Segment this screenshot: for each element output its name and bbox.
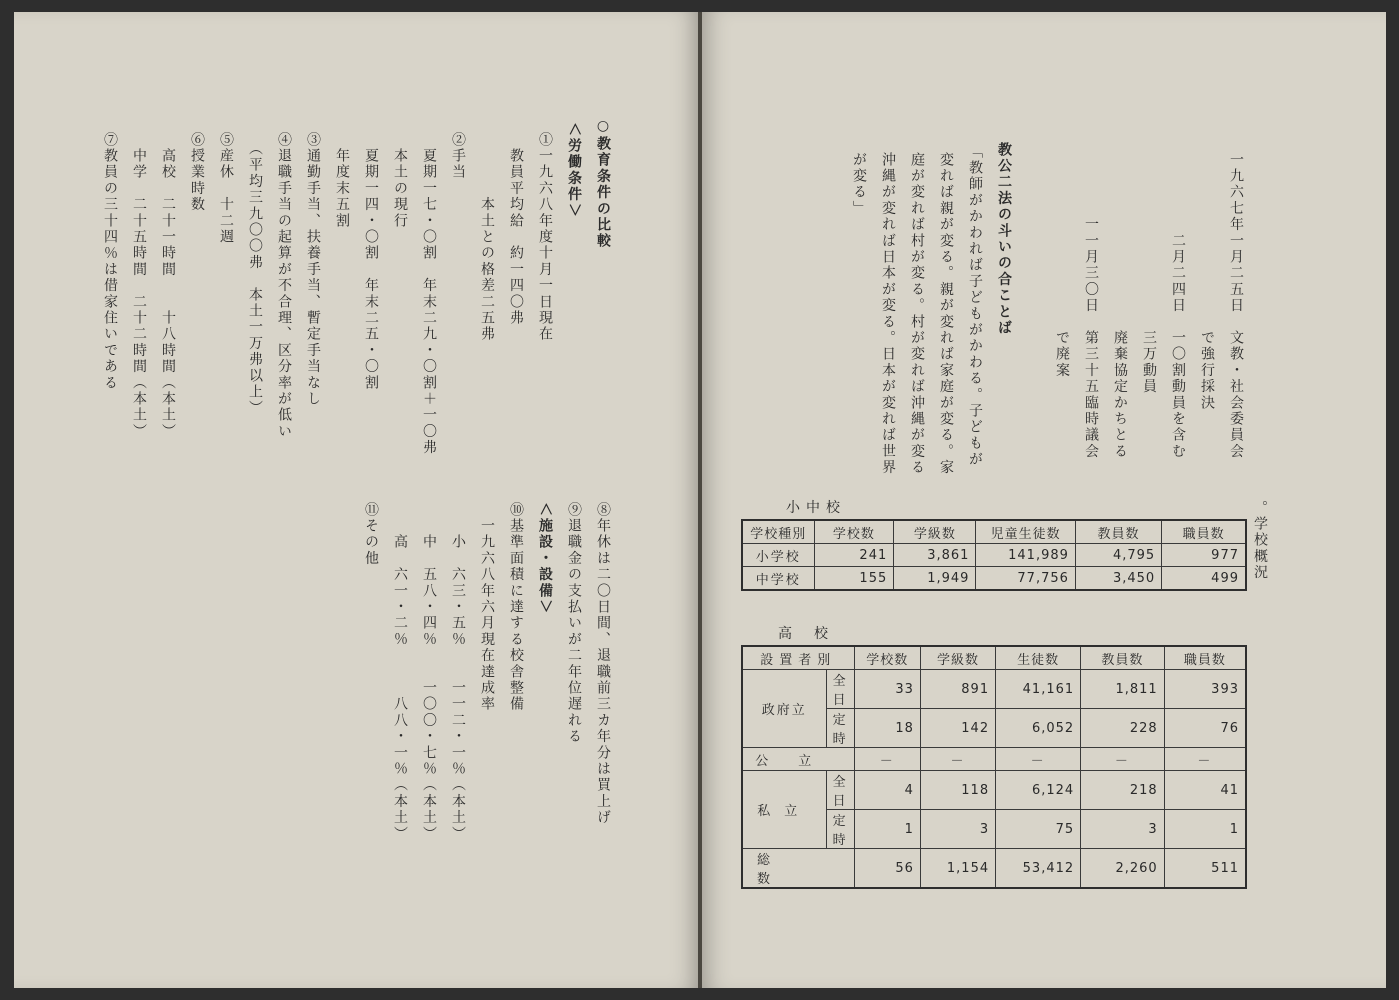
cell: 4 xyxy=(854,771,920,810)
cell: 1,811 xyxy=(1081,670,1165,709)
text-column: 小 六三・五％ 一一二・一％（本土） xyxy=(450,502,466,843)
cell: 155 xyxy=(814,567,894,591)
slogan-line-4: 沖縄が変れば日本が変る。日本が変れば世界 xyxy=(880,152,896,476)
cell: 3 xyxy=(1081,810,1165,849)
table-header-row xyxy=(742,646,1246,670)
cell: － xyxy=(1081,748,1165,771)
text-column: 高校 二十一時間 十八時間（本土） xyxy=(160,132,176,440)
cell: 53,412 xyxy=(996,849,1081,889)
cell: 891 xyxy=(920,670,995,709)
header-teacher-count: 教員数 xyxy=(1081,646,1165,670)
text-column: 教員平均給 約一四〇弗 xyxy=(508,132,524,327)
cell: 218 xyxy=(1081,771,1165,810)
cell: 1,154 xyxy=(920,849,995,889)
row-label-total: 総数 xyxy=(742,849,854,889)
header-school-type: 学校種別 xyxy=(742,520,814,544)
text-column: ⑧年休は二〇日間、退職前三カ年分は買上げ xyxy=(595,502,611,826)
cell: 18 xyxy=(854,709,920,748)
section-title: ○教育条件の比較 xyxy=(595,118,611,250)
header-school-count: 学校数 xyxy=(814,520,894,544)
cell: 75 xyxy=(996,810,1081,849)
slogan-line-2: 変れば親が変る。親が変れば家庭が変る。家 xyxy=(938,152,954,476)
header-student-count: 児童生徒数 xyxy=(976,520,1075,544)
history-line-2: で強行採決 xyxy=(1199,152,1215,412)
cell: 977 xyxy=(1162,544,1246,567)
slogan-line-1: 「教師がかわれば子どもがかわる。子どもが xyxy=(967,144,983,468)
text-column: ④退職手当の起算が不合理、区分率が低い xyxy=(276,132,292,440)
text-column: 本土との格差二五弗 xyxy=(479,132,495,343)
text-column: 夏期一七・〇割 年末二九・〇割＋一〇弗 xyxy=(421,132,437,456)
header-staff-count: 職員数 xyxy=(1164,646,1246,670)
cell: 33 xyxy=(854,670,920,709)
sub-label: 全日 xyxy=(826,670,854,709)
cell: 41,161 xyxy=(996,670,1081,709)
row-label-private: 私立 xyxy=(742,771,826,849)
high-school-table xyxy=(741,645,1247,889)
text-column: 高 六一・二％ 八八・一％（本土） xyxy=(392,502,408,843)
cell: 56 xyxy=(854,849,920,889)
high-school-caption: 高校 xyxy=(778,626,850,642)
cell: 6,052 xyxy=(996,709,1081,748)
text-column: 一九六八年六月現在達成率 xyxy=(479,502,495,713)
cell: 393 xyxy=(1164,670,1246,709)
cell: － xyxy=(996,748,1081,771)
text-column: ⑦教員の三十四％は借家住いである xyxy=(102,132,118,392)
text-column: 夏期一四・〇割 年末二五・〇割 xyxy=(363,132,379,392)
table-row xyxy=(742,567,1246,591)
cell: 1,949 xyxy=(894,567,976,591)
table-row xyxy=(742,771,1246,810)
header-school-count: 学校数 xyxy=(854,646,920,670)
row-label-government: 政府立 xyxy=(742,670,826,748)
header-staff-count: 職員数 xyxy=(1162,520,1246,544)
cell: 142 xyxy=(920,709,995,748)
elem-mid-table xyxy=(741,519,1247,591)
text-column: （平均三九〇〇弗 本土一万弗以上） xyxy=(247,132,263,417)
slogan-heading: 教公二法の斗いの合ことば xyxy=(996,142,1012,337)
cell: 3,450 xyxy=(1075,567,1161,591)
table-row xyxy=(742,849,1246,889)
cell: － xyxy=(1164,748,1246,771)
history-line-5: 廃棄協定かちとる xyxy=(1112,152,1128,460)
table-row xyxy=(742,748,1246,771)
slogan-line-5: が変る」 xyxy=(851,152,867,217)
header-student-count: 生徒数 xyxy=(996,646,1081,670)
history-line-6: 一一月三〇日 第三十五臨時議会 xyxy=(1083,152,1099,460)
history-line-1: 一九六七年一月二五日 文教・社会委員会 xyxy=(1228,152,1244,460)
table-row xyxy=(742,670,1246,709)
elem-mid-caption: 小中校 xyxy=(786,500,846,516)
text-column: ⑤産休 十二週 xyxy=(218,132,234,246)
cell: 118 xyxy=(920,771,995,810)
text-column: ⑪その他 xyxy=(363,502,379,567)
text-column: 中 五八・四％ 一〇〇・七％（本土） xyxy=(421,502,437,843)
cell: 3,861 xyxy=(894,544,976,567)
text-column: ③通勤手当、扶養手当、暫定手当なし xyxy=(305,132,321,408)
cell: － xyxy=(854,748,920,771)
header-class-count: 学級数 xyxy=(894,520,976,544)
sub-label: 定時 xyxy=(826,709,854,748)
cell: 1 xyxy=(854,810,920,849)
table-row xyxy=(742,544,1246,567)
school-overview-label: 。学校概況 xyxy=(1252,500,1268,581)
history-line-7: で廃案 xyxy=(1054,152,1070,379)
cell: 141,989 xyxy=(976,544,1075,567)
text-column: 年度末五割 xyxy=(334,132,350,230)
cell: 77,756 xyxy=(976,567,1075,591)
sub-label: 全日 xyxy=(826,771,854,810)
slogan-line-3: 庭が変れば村が変る。村が変れば沖縄が変る xyxy=(909,152,925,476)
cell: 3 xyxy=(920,810,995,849)
header-founder: 設置者別 xyxy=(742,646,854,670)
row-label-public: 公立 xyxy=(742,748,854,771)
cell: 1 xyxy=(1164,810,1246,849)
text-column: 中学 二十五時間 二十二時間（本土） xyxy=(131,132,147,440)
cell: 6,124 xyxy=(996,771,1081,810)
text-column: 本土の現行 xyxy=(392,132,408,230)
cell: 241 xyxy=(814,544,894,567)
header-class-count: 学級数 xyxy=(920,646,995,670)
subsection-labor: ＜労働条件＞ xyxy=(566,122,582,220)
cell: 499 xyxy=(1162,567,1246,591)
text-column: ⑨退職金の支払いが二年位遅れる xyxy=(566,502,582,745)
text-column: ②手当 xyxy=(450,132,466,181)
header-teacher-count: 教員数 xyxy=(1075,520,1161,544)
text-column: ⑥授業時数 xyxy=(189,132,205,213)
cell: 228 xyxy=(1081,709,1165,748)
text-column: ⑩基準面積に達する校舎整備 xyxy=(508,502,524,713)
cell: 41 xyxy=(1164,771,1246,810)
cell: 4,795 xyxy=(1075,544,1161,567)
row-label: 小学校 xyxy=(742,544,814,567)
history-line-3: 二月二四日 一〇割動員を含む xyxy=(1170,152,1186,460)
row-label: 中学校 xyxy=(742,567,814,591)
history-line-4: 三万動員 xyxy=(1141,152,1157,395)
cell: 511 xyxy=(1164,849,1246,889)
cell: － xyxy=(920,748,995,771)
text-column: ①一九六八年度十月一日現在 xyxy=(537,132,553,343)
subsection-facilities: ＜施設・設備＞ xyxy=(537,502,553,616)
cell: 2,260 xyxy=(1081,849,1165,889)
table-header-row xyxy=(742,520,1246,544)
sub-label: 定時 xyxy=(826,810,854,849)
cell: 76 xyxy=(1164,709,1246,748)
